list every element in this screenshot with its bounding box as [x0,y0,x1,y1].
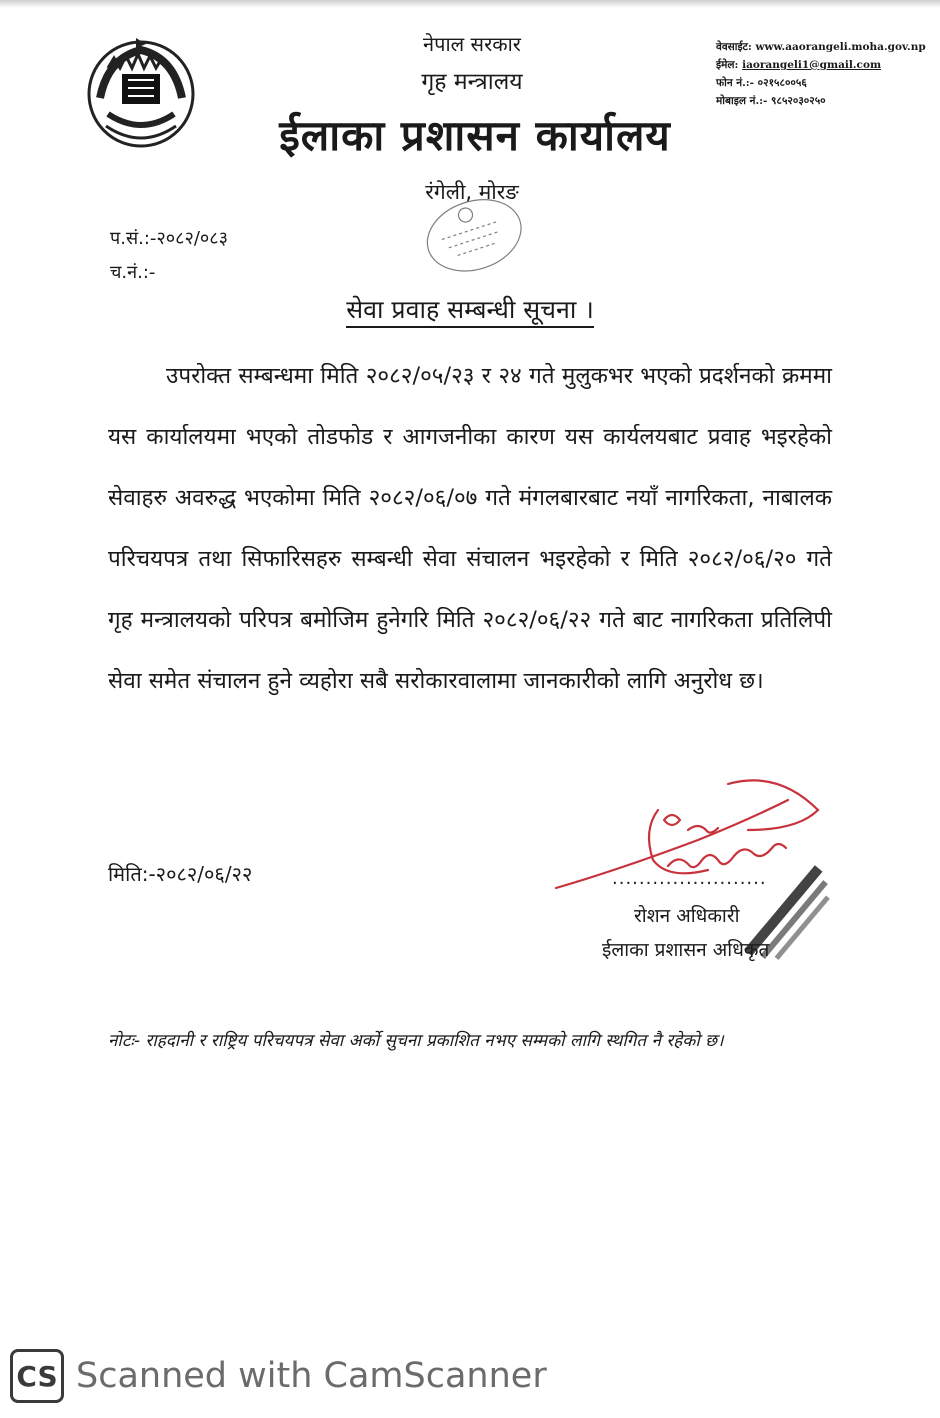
email-link[interactable]: iaorangeli1@gmail.com [742,59,882,71]
signature-line: ....................... [612,868,767,889]
dispatch-number: च.नं.:- [110,262,156,283]
government-name: नेपाल सरकार [423,32,521,56]
camscanner-logo-icon: CS [10,1349,64,1403]
notice-date: मिति:-२०८२/०६/२२ [108,862,253,886]
nepal-emblem-icon [78,28,204,154]
letter-number: प.सं.:-२०८२/०८३ [110,228,228,249]
website-label: वेवसाईट: [716,41,752,53]
ministry-name: गृह मन्त्रालय [421,69,523,95]
signer-name: रोशन अधिकारी [634,905,740,927]
watermark-text: Scanned with CamScanner [76,1356,547,1396]
signer-title: ईलाका प्रशासन अधिकृत [602,939,770,961]
mobile-label: मोबाइल नं.:- [716,95,768,107]
scan-edge [0,0,940,8]
phone-row [716,74,936,92]
notice-subject [250,292,690,326]
notice-body: उपरोक्त सम्बन्धमा मिति २०८२/०५/२३ र २४ गते मुलुकभर भएको प्रदर्शनको क्रममा यस कार्यालयमा भएको तोडफोड र आगजनीका कारण यस कार्यलयबाट प्रवाह भइरहेको सेवाहरु अवरुद्ध भएकोमा मिति २०८२/०६/०७ गते मंगलबारबाट नयाँ नागरिकता, नाबालक परिचयपत्र तथा सिफारिसहरु सम्बन्धी सेवा संचालन भइरहेको र मिति २०८२/०६/२० गते गृह मन्त्रालयको परिपत्र बमोजिम हुनेगरि मिति २०८२/०६/२२ गते बाट नागरिकता प्रतिलिपी सेवा समेत संचालन हुने व्यहोरा सबै सरोकारवालामा जानकारीको लागि अनुरोध छ। [108,363,832,694]
email-label: ईमेल: [716,59,739,71]
camscanner-watermark [10,1348,547,1404]
phone-value: ०२१५८००५६ [757,77,807,89]
mobile-row [716,92,936,110]
phone-label: फोन नं.:- [716,77,755,89]
website-link[interactable]: www.aaorangeli.moha.gov.np [755,41,926,53]
office-stamp-icon [412,190,532,280]
subject-text: सेवा प्रवाह सम्बन्धी सूचना । [346,295,594,328]
office-title: ईलाका प्रशासन कार्यालय [279,111,671,160]
mobile-value: ९८५२०३०२५० [771,95,826,107]
contact-block [716,38,936,110]
footnote: नोटः- राहदानी र राष्ट्रिय परिचयपत्र सेवा अर्को सुचना प्रकाशित नभए सम्मको लागि स्थगित नै रहेको छ। [108,1031,724,1051]
office-location: रंगेली, मोरङ [425,180,519,204]
email-row [716,56,936,74]
website-row [716,38,936,56]
reference-block [110,222,228,290]
